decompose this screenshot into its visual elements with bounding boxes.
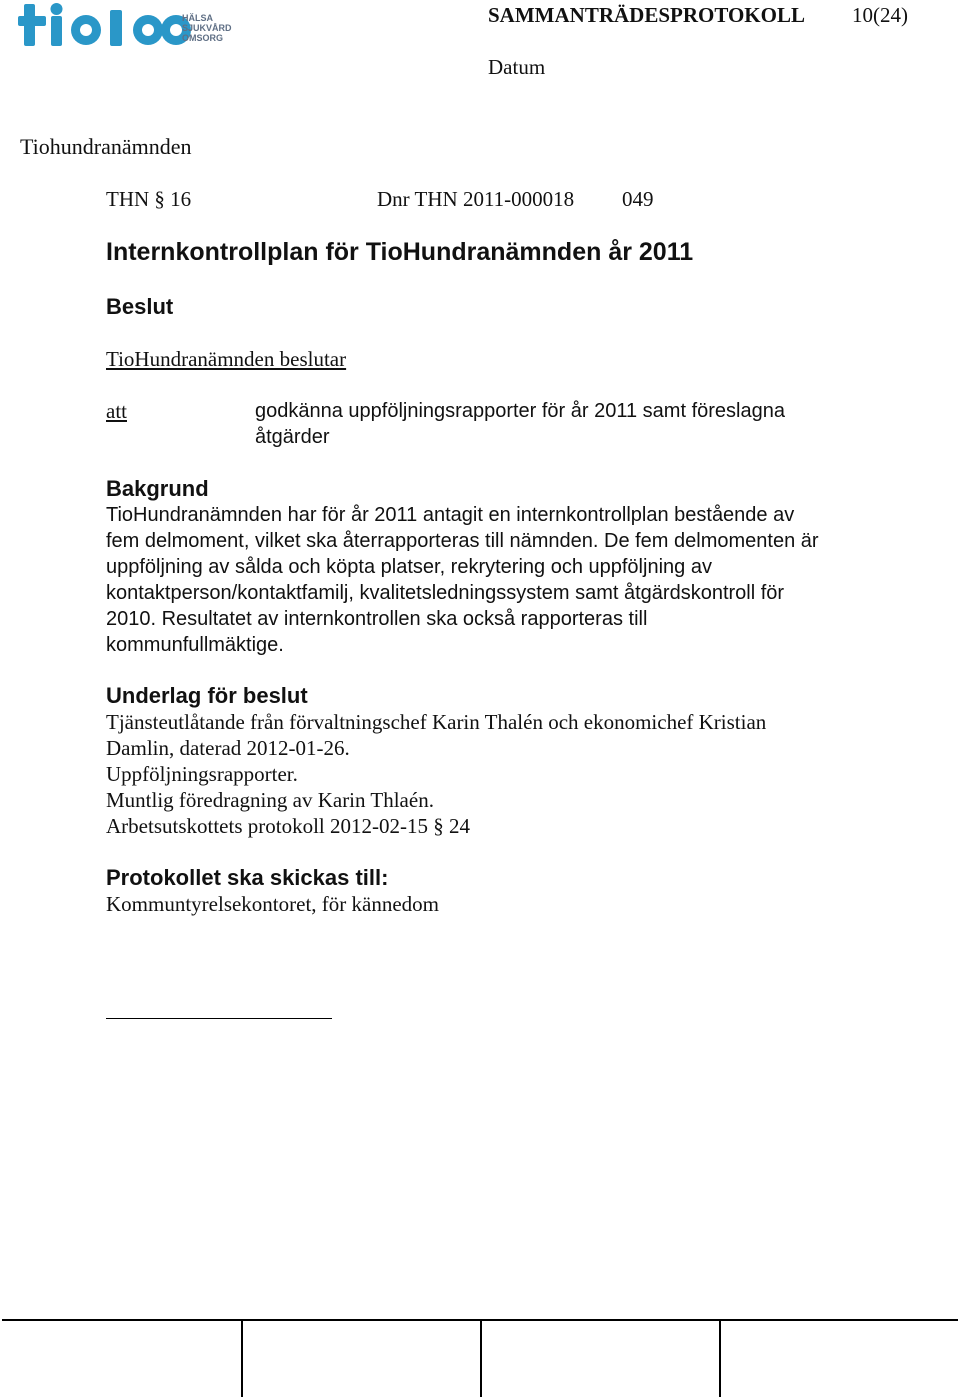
logo-tagline xyxy=(182,13,232,43)
footer-box-divider xyxy=(241,1319,243,1397)
page-title: Internkontrollplan för TioHundranämnden år 2011 xyxy=(106,238,694,266)
decision-heading: Beslut xyxy=(106,294,174,319)
footer-box-divider xyxy=(480,1319,482,1397)
basis-line: Damlin, daterad 2012-01-26. xyxy=(106,736,350,760)
basis-heading: Underlag för beslut xyxy=(106,683,308,708)
signature-line xyxy=(106,1018,332,1019)
decision-text xyxy=(255,398,895,450)
case-code: 049 xyxy=(622,187,654,211)
background-text xyxy=(106,502,926,658)
recipient-line: Kommuntyrelsekontoret, för kännedom xyxy=(106,892,440,916)
basis-line: Arbetsutskottets protokoll 2012-02-15 § 24 xyxy=(106,814,470,838)
logo-tagline-line: HÄLSA xyxy=(182,13,213,23)
background-line: kontaktperson/kontaktfamilj, kvalitetsledningssystem samt åtgärdskontroll för xyxy=(106,582,785,604)
paragraph-number: THN § 16 xyxy=(106,187,192,211)
recipients-heading: Protokollet ska skickas till: xyxy=(106,865,389,890)
background-line: fem delmoment, vilket ska återrapporteras till nämnden. De fem delmomenten är xyxy=(106,530,819,552)
background-line: TioHundranämnden har för år 2011 antagit en internkontrollplan bestående av xyxy=(106,504,795,526)
background-line: uppföljning av sålda och köpta platser, rekrytering och uppföljning av xyxy=(106,556,712,578)
basis-line: Tjänsteutlåtande från förvaltningschef Karin Thalén och ekonomichef Kristian xyxy=(106,710,767,734)
decision-subject: TioHundranämnden beslutar xyxy=(106,347,347,371)
basis-text xyxy=(106,709,926,839)
background-line: 2010. Resultatet av internkontrollen ska också rapporteras till xyxy=(106,608,648,630)
date-label: Datum xyxy=(488,55,546,79)
basis-line: Muntlig föredragning av Karin Thlaén. xyxy=(106,788,434,812)
basis-line: Uppföljningsrapporter. xyxy=(106,762,298,786)
background-line: kommunfullmäktige. xyxy=(106,634,284,656)
decision-line: godkänna uppföljningsrapporter för år 2011 samt föreslagna xyxy=(255,400,785,422)
logo-tagline-line: OMSORG xyxy=(182,33,224,43)
page-number: 10(24) xyxy=(852,3,908,27)
decision-line: åtgärder xyxy=(255,426,330,448)
att-label: att xyxy=(106,399,127,423)
background-heading: Bakgrund xyxy=(106,476,209,501)
diary-number: Dnr THN 2011-000018 xyxy=(377,187,575,211)
document-type: SAMMANTRÄDESPROTOKOLL xyxy=(488,3,805,27)
footer-box-divider xyxy=(719,1319,721,1397)
board-name: Tiohundranämnden xyxy=(20,134,192,159)
logo-tagline-line: SJUKVÅRD xyxy=(182,23,232,33)
recipients-text xyxy=(106,891,926,917)
